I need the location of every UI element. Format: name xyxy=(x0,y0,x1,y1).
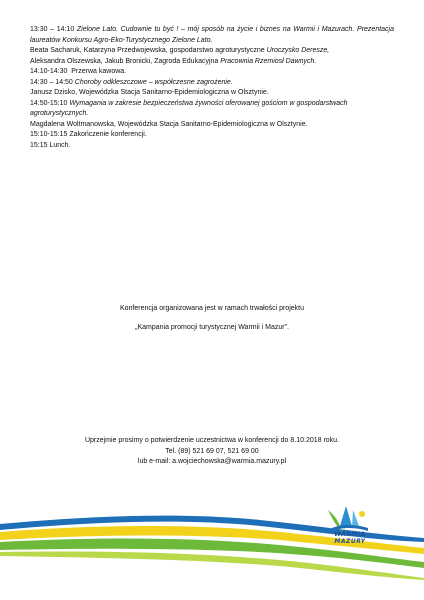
program-time: 14:10-14:30 xyxy=(30,68,68,75)
program-time: 13:30 – 14:10 xyxy=(30,26,75,33)
program-speakers xyxy=(30,57,394,68)
program-item xyxy=(30,78,394,89)
logo-word-2: MAZURY xyxy=(334,537,366,545)
program-time: 15:10-15:15 xyxy=(30,131,68,138)
program-title: Zakończenie konferencji. xyxy=(69,131,147,138)
program-title: Lunch. xyxy=(49,141,71,149)
program-title: Choroby odkleszczowe – współczesne zagrożenie. xyxy=(74,78,233,86)
logo-sail-light xyxy=(352,510,359,526)
project-note-line: Konferencja organizowana jest w ramach trwałości projektu xyxy=(119,305,305,312)
email-line: lub e-mail: a.wojciechowska@warmia.mazury.pl xyxy=(137,458,287,465)
logo-word-1: WARMIA xyxy=(334,531,366,538)
program-list xyxy=(30,25,394,151)
program-time: 15:15 xyxy=(30,141,48,149)
program-time: 14:30 – 14:50 xyxy=(30,78,73,86)
logo-sun xyxy=(359,511,365,517)
program-speakers xyxy=(30,120,394,131)
program-item xyxy=(30,67,394,78)
program-item xyxy=(30,99,394,120)
contact-block xyxy=(30,436,394,468)
phone-numbers: Tel. (89) 521 69 07, 521 69 00 xyxy=(165,447,259,455)
program-title: Wymagania w zakresie bezpieczeństwa żywności oferowanej gościom w gospodarstwach agroturystycznych. xyxy=(30,99,348,117)
program-speakers xyxy=(30,88,394,99)
speakers-venue: Uroczysko Deresze, xyxy=(266,47,330,54)
program-item xyxy=(30,141,394,152)
project-note xyxy=(30,297,394,340)
project-name: „Kampania promocji turystycznej Warmii i Mazur”. xyxy=(135,323,289,331)
program-title: Przerwa kawowa. xyxy=(71,68,127,75)
rsvp-text: Uprzejmie prosimy o potwierdzenie uczestnictwa w konferencji do 8.10.2018 roku. xyxy=(84,437,340,444)
speakers-names: Magdalena Woltmanowska, Wojewódzka Stacja Sanitarno-Epidemiologiczna w Olsztynie. xyxy=(30,120,308,128)
speakers-names: Aleksandra Olszewska, Jakub Bronicki, Zagroda Edukacyjna xyxy=(30,57,219,65)
logo-sail-blue xyxy=(340,506,352,526)
program-title: Zielone Lato. Cudownie tu być ! – mój sposób na życie i biznes na Warmii i Mazurach. Prezentacja laureatów Konkursu Agro-Eko-Turystycznego Zielone Lato. xyxy=(30,26,395,44)
program-time: 14:50-15:10 xyxy=(30,99,68,107)
program-item xyxy=(30,25,394,46)
speakers-names: Janusz Dzisko, Wojewódzka Stacja Sanitarno-Epidemiologiczna w Olsztynie. xyxy=(30,89,269,96)
logo-wordmark xyxy=(322,532,378,545)
speakers-venue: Pracownia Rzemiosł Dawnych. xyxy=(220,57,317,65)
program-item xyxy=(30,130,394,141)
program-speakers xyxy=(30,46,394,57)
speakers-names: Beata Sacharuk, Katarzyna Przedwojewska, gospodarstwo agroturystyczne xyxy=(30,47,265,54)
